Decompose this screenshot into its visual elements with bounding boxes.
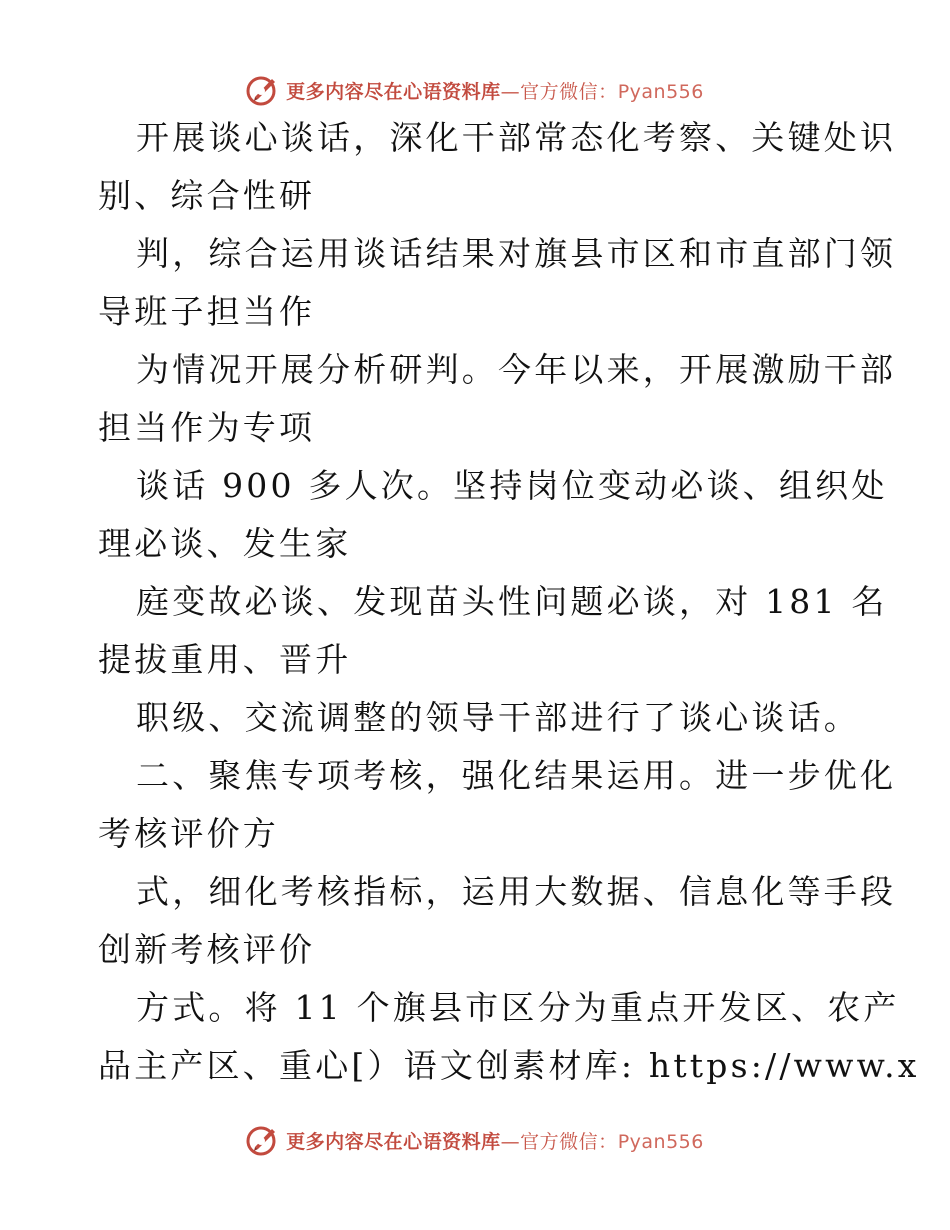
- text-line: 理必谈、发生家: [98, 524, 352, 563]
- text-line: 品主产区、重心[）语文创素材库: https://www.x: [98, 1046, 920, 1085]
- text-line: 二、聚焦专项考核，强化结果运用。进一步优化: [136, 756, 897, 795]
- header-watermark: [0, 70, 950, 110]
- text-line: 担当作为专项: [98, 408, 316, 447]
- watermark-text: [286, 77, 704, 104]
- text-line: 职级、交流调整的领导干部进行了谈心谈话。: [136, 698, 860, 737]
- text-line: 式，细化考核指标，运用大数据、信息化等手段: [136, 872, 897, 911]
- text-line: 别、综合性研: [98, 176, 316, 215]
- watermark-id: Pyan556: [617, 1130, 704, 1153]
- text-line: 导班子担当作: [98, 292, 316, 331]
- text-line: 创新考核评价: [98, 930, 316, 969]
- footer-watermark: [0, 1120, 950, 1160]
- text-line: 考核评价方: [98, 814, 279, 853]
- text-line: 开展谈心谈话，深化干部常态化考察、关键处识: [136, 118, 897, 157]
- text-line: 提拔重用、晋升: [98, 640, 352, 679]
- watermark-main: 更多内容尽在心语资料库: [286, 1130, 501, 1153]
- text-line: 谈话 900 多人次。坚持岗位变动必谈、组织处: [136, 466, 888, 505]
- watermark-text: [286, 1127, 704, 1154]
- quill-circle-logo-icon: [246, 1123, 280, 1157]
- text-line: 庭变故必谈、发现苗头性问题必谈，对 181 名: [136, 582, 888, 621]
- watermark-id: Pyan556: [617, 80, 704, 103]
- text-line: 方式。将 11 个旗县市区分为重点开发区、农产: [136, 988, 900, 1027]
- watermark-main: 更多内容尽在心语资料库: [286, 80, 501, 103]
- watermark-separator: —官方微信：: [500, 1130, 618, 1153]
- watermark-separator: —官方微信：: [500, 80, 618, 103]
- text-line: 判，综合运用谈话结果对旗县市区和市直部门领: [136, 234, 897, 273]
- text-line: 为情况开展分析研判。今年以来，开展激励干部: [136, 350, 897, 389]
- quill-circle-logo-icon: [246, 73, 280, 107]
